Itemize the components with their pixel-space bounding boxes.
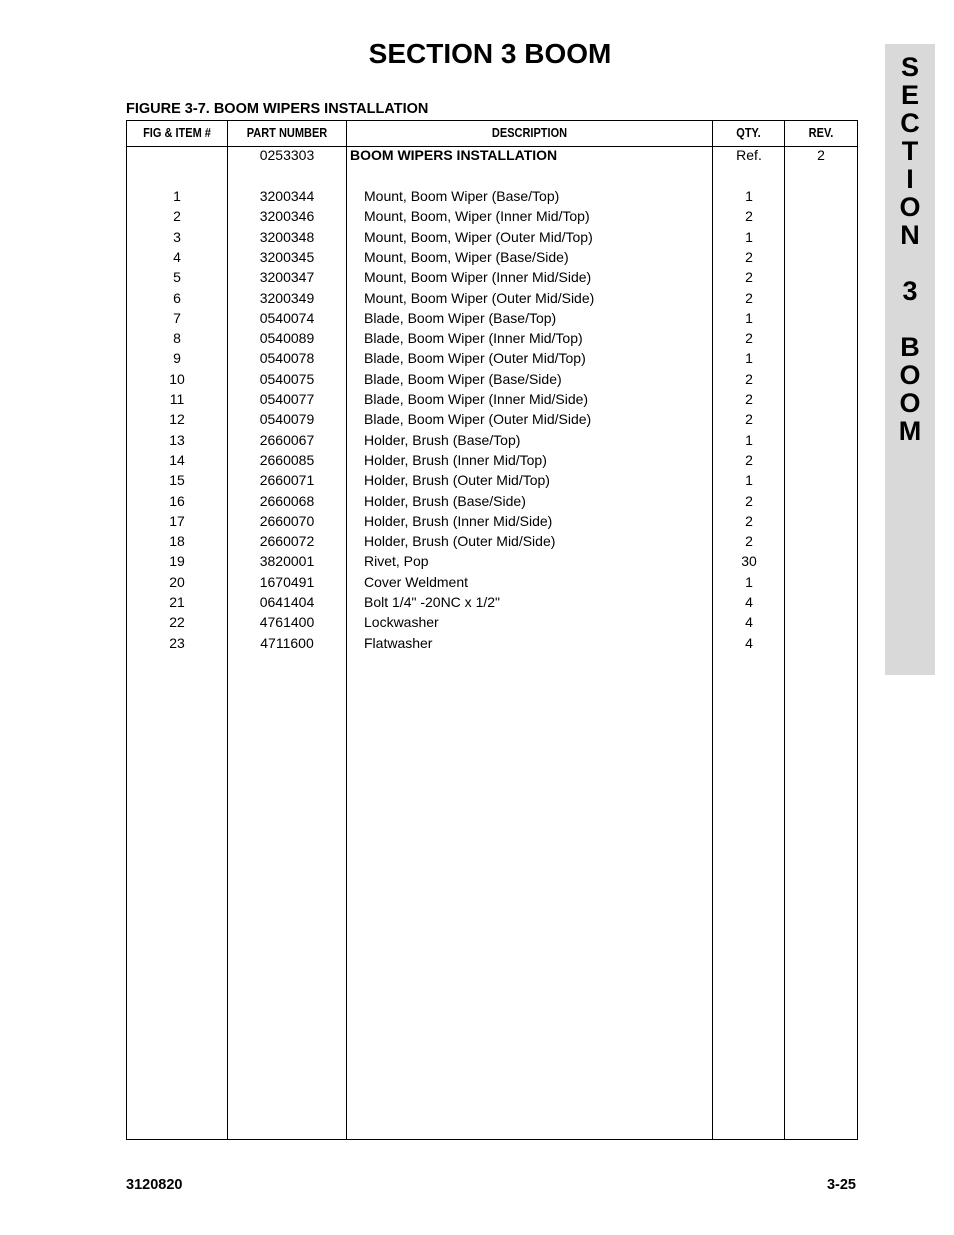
item-number: 1 xyxy=(173,188,181,204)
quantity: 2 xyxy=(745,248,753,265)
quantity: 2 xyxy=(745,370,753,387)
table-row xyxy=(127,612,857,632)
table-row xyxy=(127,369,857,389)
part-number: 3200345 xyxy=(259,248,315,265)
part-number: 3200347 xyxy=(259,269,315,286)
side-tab-letter: I xyxy=(906,164,914,194)
item-number: 23 xyxy=(169,634,185,651)
description: Mount, Boom, Wiper (Outer Mid/Top) xyxy=(364,228,593,245)
description: Mount, Boom Wiper (Inner Mid/Side) xyxy=(364,269,592,286)
table-row xyxy=(127,348,857,368)
quantity: 2 xyxy=(745,208,753,225)
description: Mount, Boom, Wiper (Base/Side) xyxy=(364,248,569,265)
item-number: 18 xyxy=(169,533,185,550)
assembly-row xyxy=(127,145,857,165)
part-number: 1670491 xyxy=(259,573,315,590)
table-row xyxy=(127,227,857,247)
part-number: 0540089 xyxy=(259,330,315,347)
description: Lockwasher xyxy=(364,614,439,631)
side-tab-letter: O xyxy=(899,192,921,222)
table-row xyxy=(127,389,857,409)
side-tab-letter: S xyxy=(900,52,919,82)
document-number: 3120820 xyxy=(126,1177,183,1193)
description: Cover Weldment xyxy=(364,573,469,590)
item-number: 20 xyxy=(169,573,185,590)
item-number: 2 xyxy=(173,208,181,225)
side-tab-letter: E xyxy=(900,80,919,110)
quantity: 2 xyxy=(745,269,753,286)
table-row xyxy=(127,206,857,226)
quantity: 2 xyxy=(745,533,753,550)
description: Mount, Boom Wiper (Outer Mid/Side) xyxy=(364,289,595,306)
side-tab-letter: C xyxy=(900,108,920,138)
description: Bolt 1/4" -20NC x 1/2" xyxy=(364,594,501,610)
part-number: 2660068 xyxy=(259,492,315,509)
part-number: 3200346 xyxy=(259,208,315,225)
description: Holder, Brush (Inner Mid/Side) xyxy=(364,512,553,529)
table-row xyxy=(127,430,857,450)
description: Blade, Boom Wiper (Inner Mid/Side) xyxy=(364,391,589,407)
side-tab-letter: B xyxy=(900,332,920,362)
quantity: 4 xyxy=(745,594,753,610)
table-row xyxy=(127,572,857,592)
part-number: 3820001 xyxy=(259,553,315,570)
quantity: 2 xyxy=(745,492,753,509)
quantity: 1 xyxy=(745,472,753,489)
part-number: 3200348 xyxy=(259,228,315,245)
table-row xyxy=(127,450,857,470)
quantity: 2 xyxy=(745,512,753,529)
description: BOOM WIPERS INSTALLATION xyxy=(350,147,558,163)
part-number: 3200349 xyxy=(259,289,315,306)
header-fig-item: FIG & ITEM # xyxy=(143,126,211,140)
item-number: 16 xyxy=(169,492,185,509)
side-tab-letter: O xyxy=(899,388,921,418)
part-number: 4711600 xyxy=(260,634,314,651)
description: Holder, Brush (Outer Mid/Top) xyxy=(364,472,550,489)
parts-table xyxy=(126,120,858,1140)
part-number: 2660085 xyxy=(259,451,315,468)
side-tab-letter: T xyxy=(901,136,919,166)
quantity: 1 xyxy=(745,573,753,590)
item-number: 21 xyxy=(169,594,185,610)
description: Blade, Boom Wiper (Outer Mid/Top) xyxy=(364,350,586,367)
item-number: 17 xyxy=(169,512,185,529)
header-rev: REV. xyxy=(808,126,834,140)
quantity: 1 xyxy=(745,188,753,204)
item-number: 8 xyxy=(173,330,181,347)
description: Holder, Brush (Base/Side) xyxy=(364,492,526,509)
table-row xyxy=(127,409,857,429)
item-number: 5 xyxy=(173,269,181,286)
item-number: 9 xyxy=(173,350,181,367)
table-row xyxy=(127,633,857,653)
description: Flatwasher xyxy=(364,634,433,651)
part-number: 2660067 xyxy=(259,431,315,448)
part-number: 2660071 xyxy=(259,472,315,489)
description: Blade, Boom Wiper (Base/Top) xyxy=(364,309,557,326)
item-number: 4 xyxy=(173,248,181,265)
quantity: 2 xyxy=(745,330,753,347)
item-number: 6 xyxy=(173,289,181,306)
item-number: 22 xyxy=(169,614,185,631)
table-row xyxy=(127,288,857,308)
side-tab-letter: O xyxy=(899,360,921,390)
part-number: 0540078 xyxy=(259,350,315,367)
item-number: 13 xyxy=(169,431,185,448)
item-number: 14 xyxy=(169,451,185,468)
part-number: 0641404 xyxy=(259,594,315,610)
table-row xyxy=(127,491,857,511)
table-row xyxy=(127,551,857,571)
part-number: 0540074 xyxy=(259,309,315,326)
header-part-number: PART NUMBER xyxy=(246,126,328,140)
item-number: 11 xyxy=(169,391,185,407)
side-tab-letter: M xyxy=(898,416,922,446)
table-row xyxy=(127,511,857,531)
quantity: 1 xyxy=(745,309,753,326)
header-qty: QTY. xyxy=(736,126,761,140)
header-description: DESCRIPTION xyxy=(491,126,568,140)
description: Holder, Brush (Inner Mid/Top) xyxy=(364,451,547,468)
item-number: 15 xyxy=(169,472,185,489)
revision: 2 xyxy=(817,147,825,163)
item-number: 7 xyxy=(173,309,181,326)
figure-title: FIGURE 3-7. BOOM WIPERS INSTALLATION xyxy=(126,101,429,117)
item-number: 12 xyxy=(169,411,185,428)
part-number: 0540079 xyxy=(259,411,315,428)
section-side-tab xyxy=(885,44,935,675)
quantity: 2 xyxy=(745,451,753,468)
quantity: Ref. xyxy=(736,147,762,163)
table-row xyxy=(127,531,857,551)
quantity: 2 xyxy=(745,411,753,428)
description: Blade, Boom Wiper (Base/Side) xyxy=(364,370,562,387)
description: Mount, Boom Wiper (Base/Top) xyxy=(364,188,560,204)
quantity: 1 xyxy=(745,431,753,448)
description: Rivet, Pop xyxy=(364,553,429,570)
part-number: 2660072 xyxy=(259,533,315,550)
table-row xyxy=(127,592,857,612)
part-number: 0253303 xyxy=(259,147,315,163)
page-title: SECTION 3 BOOM xyxy=(368,38,612,69)
table-row xyxy=(127,186,857,206)
table-row xyxy=(127,328,857,348)
description: Mount, Boom, Wiper (Inner Mid/Top) xyxy=(364,208,590,225)
part-number: 2660070 xyxy=(259,512,315,529)
part-number: 4761400 xyxy=(259,614,315,631)
table-row xyxy=(127,470,857,490)
quantity: 4 xyxy=(745,614,753,631)
table-row xyxy=(127,267,857,287)
page-number: 3-25 xyxy=(826,1177,856,1193)
part-number: 3200344 xyxy=(259,188,315,204)
description: Blade, Boom Wiper (Outer Mid/Side) xyxy=(364,411,592,428)
part-number: 0540077 xyxy=(259,391,315,407)
quantity: 1 xyxy=(745,228,753,245)
item-number: 19 xyxy=(169,553,185,570)
part-number: 0540075 xyxy=(259,370,315,387)
quantity: 2 xyxy=(745,391,753,407)
table-row xyxy=(127,247,857,267)
side-tab-letter: 3 xyxy=(902,276,918,306)
description: Holder, Brush (Base/Top) xyxy=(364,431,521,448)
quantity: 2 xyxy=(745,289,753,306)
table-row xyxy=(127,308,857,328)
description: Holder, Brush (Outer Mid/Side) xyxy=(364,533,556,550)
quantity: 30 xyxy=(741,553,757,570)
description: Blade, Boom Wiper (Inner Mid/Top) xyxy=(364,330,583,347)
item-number: 3 xyxy=(173,228,181,245)
item-number: 10 xyxy=(169,370,185,387)
side-tab-letter: N xyxy=(900,220,920,250)
quantity: 1 xyxy=(745,350,753,367)
quantity: 4 xyxy=(745,634,753,651)
